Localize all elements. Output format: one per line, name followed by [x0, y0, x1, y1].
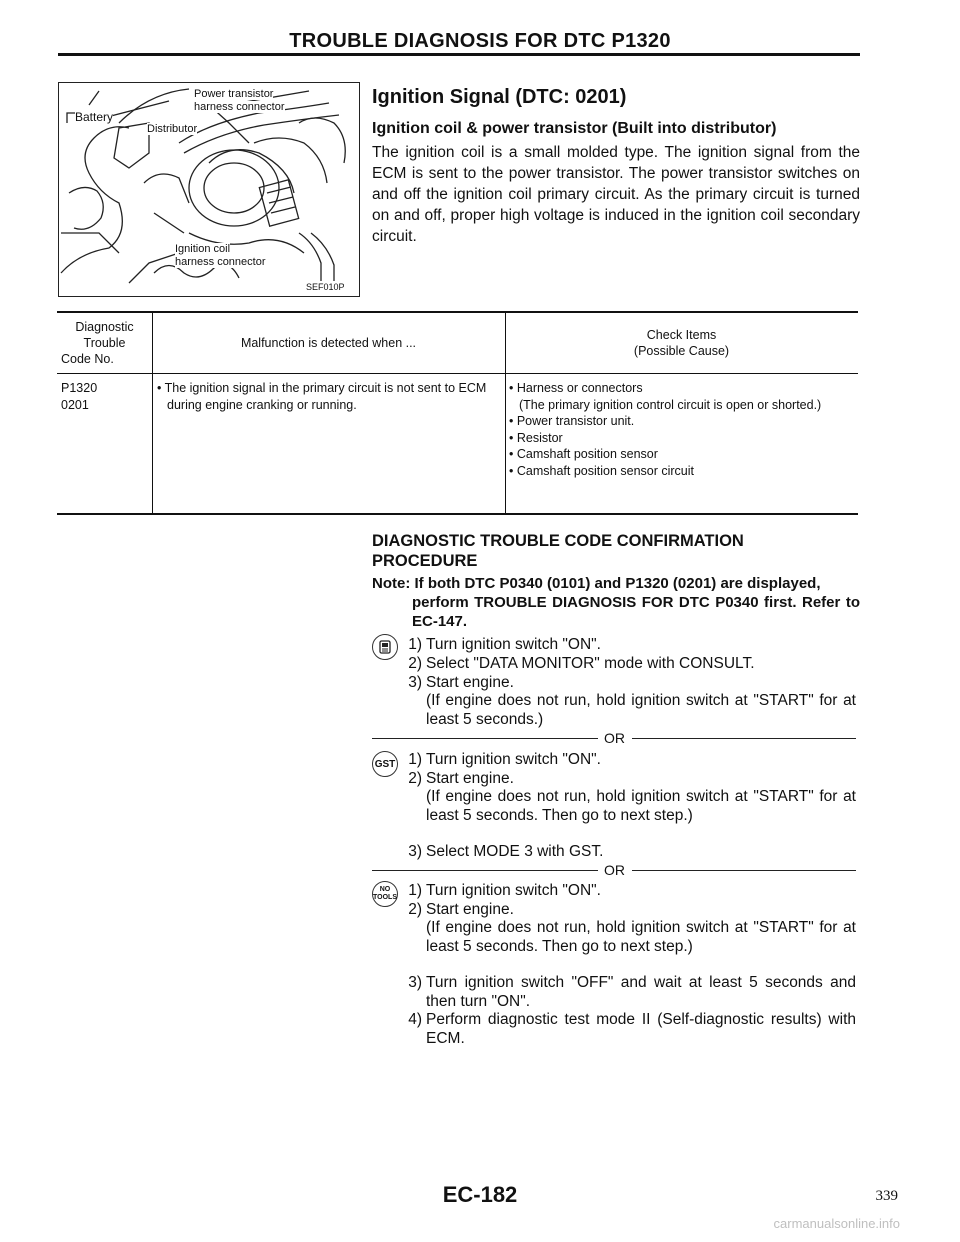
table-bottom-rule [57, 513, 858, 515]
label-battery: Battery [75, 110, 114, 124]
or-divider-line [372, 738, 598, 739]
or-divider-label: OR [604, 862, 625, 878]
cell-malfunction: • The ignition signal in the primary circuit is not sent to ECM during engine cranking or running. [157, 381, 487, 412]
dtc-table [57, 311, 858, 515]
table-top-rule [57, 311, 858, 313]
procedure-heading: DIAGNOSTIC TROUBLE CODE CONFIRMATION PROCEDURE [372, 532, 744, 570]
cell-code: P1320 0201 [61, 381, 98, 412]
cell-check-items: • Harness or connectors (The primary ignition control circuit is open or shorted.) • Power transistor unit. • Resistor • Camshaft position sensor • Camshaft position sensor circuit [509, 381, 822, 478]
procedure-note: Note: If both DTC P0340 (0101) and P1320 (0201) are displayed, perform TROUBLE DIAGNOSIS FOR DTC P0340 first. Refer to EC-147. [372, 575, 860, 630]
or-divider-label: OR [604, 730, 625, 746]
figure-code: SEF010P [306, 282, 345, 292]
page-title: TROUBLE DIAGNOSIS FOR DTC P1320 [289, 30, 671, 52]
or-divider-line [632, 870, 856, 871]
no-tools-icon: NO TOOLS [372, 881, 398, 907]
section-page-number: EC-182 [442, 1182, 518, 1207]
gst-icon: GST [372, 751, 398, 777]
header-check-items: Check Items (Possible Cause) [633, 328, 730, 358]
section-title: Ignition Signal (DTC: 0201) [372, 86, 627, 108]
label-harness-connector-2: harness connector [175, 256, 266, 268]
label-power-transistor: Power transistor [194, 88, 274, 100]
section-description: The ignition coil is a small molded type. The ignition signal from the ECM is sent to the power transistor. The power transistor switches on and off the ignition coil primary circuit. As the primary circuit is turned on and off, proper high voltage is induced in the ignition coil secondary circuit. [372, 144, 860, 245]
watermark: carmanualsonline.info [773, 1216, 900, 1231]
label-harness-connector: harness connector [194, 101, 285, 113]
title-rule [58, 53, 860, 56]
table-header-rule [57, 373, 858, 374]
or-divider-line [372, 870, 598, 871]
or-divider-line [632, 738, 856, 739]
header-code: Diagnostic Trouble Code No. [61, 320, 134, 366]
label-distributor: Distributor [147, 123, 198, 135]
section-subtitle: Ignition coil & power transistor (Built into distributor) [372, 120, 777, 137]
label-ignition-coil: Ignition coil [175, 243, 231, 255]
distributor-diagram [58, 82, 360, 297]
page-number: 339 [875, 1188, 898, 1204]
header-malfunction: Malfunction is detected when ... [240, 336, 417, 350]
consult-icon [372, 634, 398, 660]
